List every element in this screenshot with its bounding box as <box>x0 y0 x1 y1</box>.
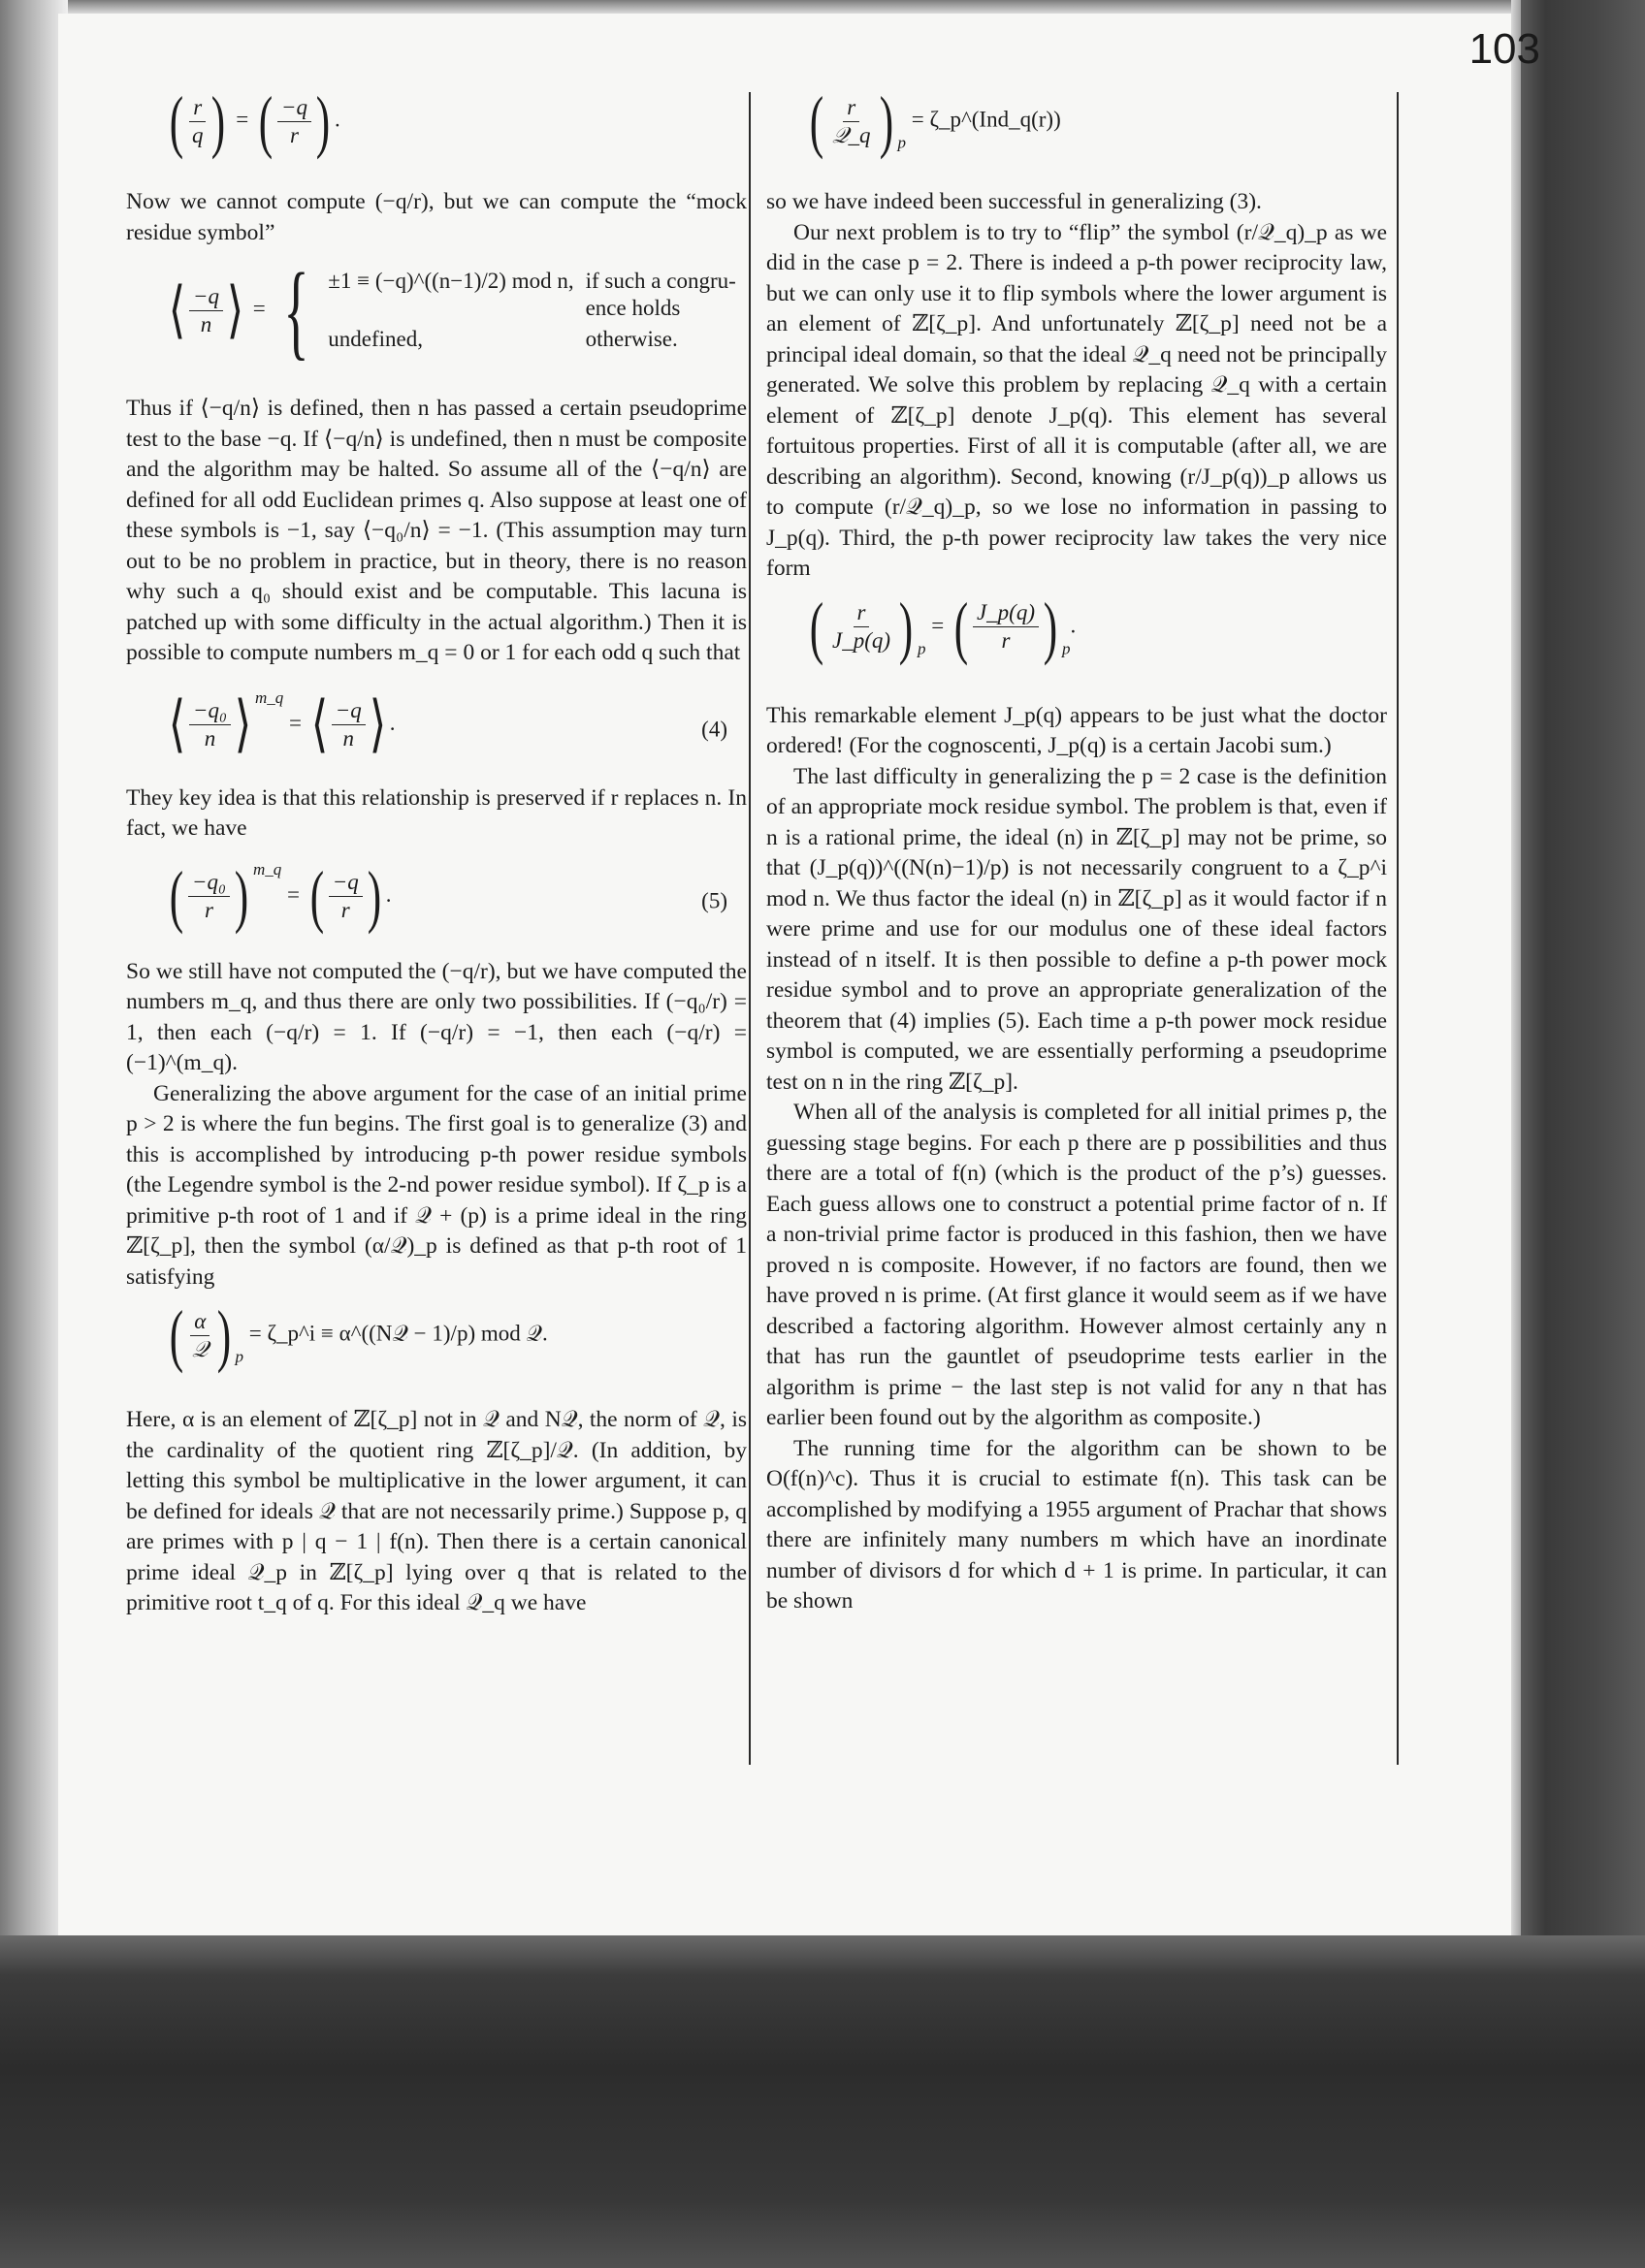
left-paragraph-5: Generalizing the above argument for the case of an initial prime p > 2 is where the fun begins. The first goal is to generalize (3) and this is accomplished by introducing p-th power residue symbols (the Legendre symbol is the 2-nd power residue symbol). If ζ_p is a primitive p-th root of 1 and if 𝒬 + (p) is a prime ideal in the ring ℤ[ζ_p], then the symbol (α/𝒬)_p is defined as that p-th root of 1 satisfying <box>126 1080 747 1290</box>
equation-5-number: (5) <box>701 887 727 912</box>
left-paragraph-3: They key idea is that this relationship is preserved if r replaces n. In fact, we have <box>126 784 747 841</box>
column-rule-right <box>1397 92 1399 1765</box>
mock-case-1-cond-a: if such a congru- <box>585 269 736 293</box>
mock-case-1: ±1 ≡ (−q)^((n−1)/2) mod n, <box>328 269 574 293</box>
equation-5: ( $\frac{\text{−q₀}}{r}$ ) $^{m\_q}$ = ( $\frac{-q}{r}$ ) . (5) <box>169 857 727 936</box>
index-symbol-rhs: = ζ_p^(Ind_q(r)) <box>911 107 1061 132</box>
scan-shadow-right <box>1521 0 1645 2268</box>
column-rule-left <box>749 92 751 1765</box>
page-number: 103 <box>1468 25 1540 73</box>
left-paragraph-4: So we still have not computed the (−q/r), but we have computed the numbers m_q, and thus there are only two possibilities. If (−q₀/r) = 1, then each (−q/r) = 1. If (−q/r) = −1, then each (−q/r) = (−1)^(m_q). <box>126 958 747 1075</box>
scan-shadow-bottom <box>0 1935 1645 2268</box>
equation-mock-residue-symbol: ⟨ $\frac{-q}{n}$ ⟩ = { ±1 ≡ (−q)^((n−1)/2) mod n, if such a congru- ence holds undefined, otherwise. <box>126 262 747 367</box>
mock-case-1-cond-b: ence holds <box>585 296 681 320</box>
mock-case-2: undefined, <box>328 327 423 351</box>
equation-index-symbol: ( $\frac{r}{\text{𝒬\_q}}$ ) $_p$ = ζ_p^(Ind_q(r)) <box>809 82 1061 160</box>
right-paragraph-4: The last difficulty in generalizing the p = 2 case is the definition of an appropriate mock residue symbol. The problem is that, even if n is a rational prime, the ideal (n) in ℤ[ζ_p] may not be prime, so that (J_p(q))^((N(n)−1)/p) is not necessarily congruent to a ζ_p^i mod n. We thus factor the ideal (n) in ℤ[ζ_p] as it would factor if n were prime and use for our modulus one of these ideal factors instead of n itself. It is then possible to define a p-th power mock residue symbol and to prove an appropriate generalization of the theorem that (4) implies (5). Each time a p-th power mock residue symbol is computed, we are essentially performing a pseudoprime test on n in the ring ℤ[ζ_p]. <box>766 763 1387 1095</box>
left-column <box>126 82 747 1619</box>
equation-4-number: (4) <box>701 716 727 741</box>
right-paragraph-6: The running time for the algorithm can be shown to be O(f(n)^c). Thus it is crucial to estimate f(n). This task can be accomplished by modifying a 1955 argument of Prachar that shows there are infinitely many numbers m which have an inordinate number of divisors d for which d + 1 is prime. In particular, it can be shown <box>766 1435 1387 1613</box>
right-paragraph-5: When all of the analysis is completed for all initial primes p, the guessing stage begins. For each p there are p possibilities and thus there are a total of f(n) (which is the product of the p’s) guesses. Each guess allows one to construct a potential prime factor of n. If a non-trivial prime factor is produced in this fashion, then we have proved n is composite. However, if no factors are found, then we have proved n is prime. (At first glance it would seem as if we have described a factoring algorithm. However almost certainly any n that has run the gauntlet of pseudoprime tests earlier in the algorithm is prime − the last step is not valid for any n that has earlier been found out by the algorithm as composite.) <box>766 1100 1387 1430</box>
right-paragraph-3: This remarkable element J_p(q) appears to be just what the doctor ordered! (For the cognoscenti, J_p(q) is a certain Jacobi sum.) <box>766 702 1387 758</box>
right-column <box>766 82 1387 1617</box>
equation-4: ⟨ $\frac{\text{−q₀}}{n}$ ⟩ $^{m\_q}$ = ⟨ $\frac{-q}{n}$ ⟩ . (4) <box>168 687 727 759</box>
equation-reciprocity: ( $\frac{r}{J\_p(q)}$ ) $_p$ = ( $\frac{J\_p(q)}{r}$ ) $_p$. <box>809 588 1077 666</box>
left-paragraph-6: Here, α is an element of ℤ[ζ_p] not in 𝒬 and N𝒬, the norm of 𝒬, is the cardinality of the quotient ring ℤ[ζ_p]/𝒬. (In addition, by letting this symbol be multiplicative in the lower argument, it can be defined for ideals 𝒬 that are not necessarily prime.) Suppose p, q are primes with p | q − 1 | f(n). Then there is a certain canonical prime ideal 𝒬_p in ℤ[ζ_p] lying over q that is related to the primitive root t_q of q. For this ideal 𝒬_q we have <box>126 1407 747 1615</box>
mock-case-2-cond: otherwise. <box>585 327 678 351</box>
equation-flip-symbol: ( $\frac{r}{q}$ ) = ( $\frac{-q}{r}$ ) . <box>169 82 340 160</box>
left-paragraph-2: Thus if ⟨−q/n⟩ is defined, then n has passed a certain pseudoprime test to the base −q. If ⟨−q/n⟩ is undefined, then n must be composite and the algorithm may be halted. So assume all of the ⟨−q/n⟩ are defined for all odd Euclidean primes q. Also suppose at least one of these symbols is −1, say ⟨−q₀/n⟩ = −1. (This assumption may turn out to be no problem in practice, but in theory, there is no reason why such a q₀ should exist and be computable. This lacuna is patched up with some difficulty in the actual algorithm.) Then it is possible to compute numbers m_q = 0 or 1 for each odd q such that <box>126 396 747 665</box>
right-paragraph-2: Our next problem is to try to “flip” the symbol (r/𝒬_q)_p as we did in the case p = 2. There is indeed a p-th power reciprocity law, but we can only use it to flip symbols where the lower argument is an element of ℤ[ζ_p]. And unfortunately ℤ[ζ_p] need not be a principal ideal domain, so that the ideal 𝒬_q need not be principally generated. We solve this problem by replacing 𝒬_q with a certain element of ℤ[ζ_p] denote J_p(q). This element has several fortuitous properties. First of all it is computable (after all, we are describing an algorithm). Second, knowing (r/J_p(q))_p allows us to compute (r/𝒬_q)_p, so we lose no information in passing to J_p(q). Third, the p-th power reciprocity law takes the very nice form <box>766 219 1387 581</box>
equation-power-residue: ( $\frac{\alpha}{\text{𝒬}}$ ) $_p$ = ζ_p^i ≡ α^((N𝒬 − 1)/p) mod 𝒬. <box>169 1296 548 1374</box>
right-paragraph-1: so we have indeed been successful in generalizing (3). <box>766 189 1262 214</box>
left-paragraph-1: Now we cannot compute (−q/r), but we can compute the “mock residue symbol” <box>126 189 747 245</box>
power-residue-rhs: = ζ_p^i ≡ α^((N𝒬 − 1)/p) mod 𝒬. <box>248 1321 548 1346</box>
